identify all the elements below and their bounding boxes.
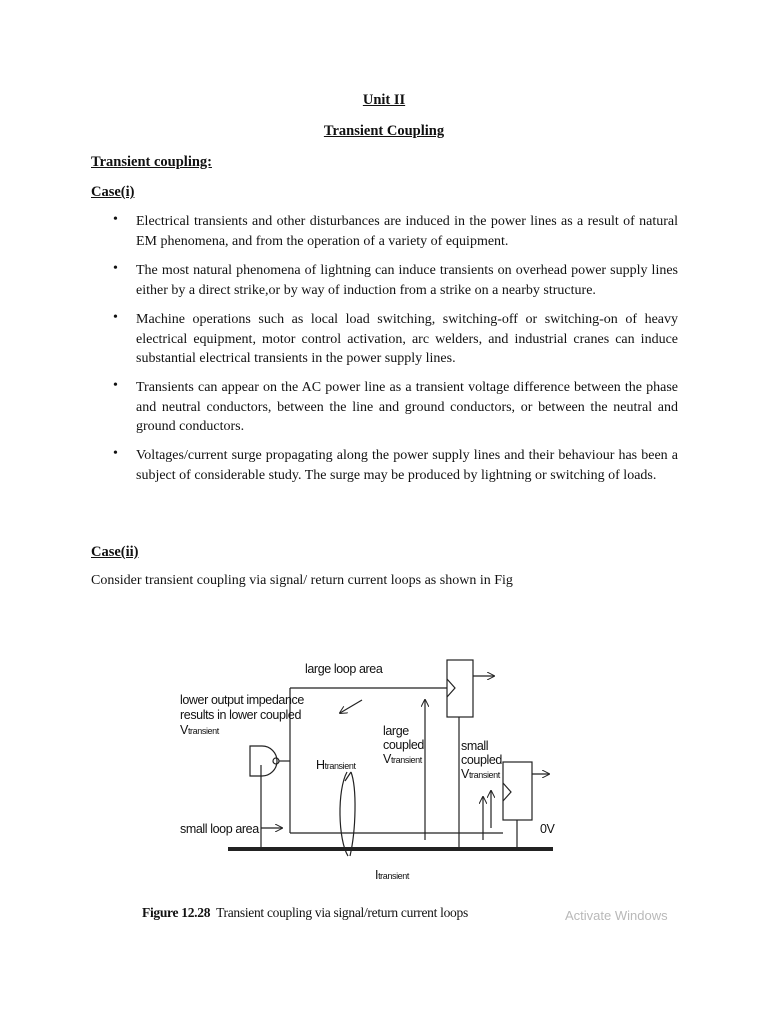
page-title: Transient Coupling xyxy=(323,123,445,139)
large-coupled-line2: coupled xyxy=(383,738,424,752)
case2-heading: Case(ii) xyxy=(91,544,139,560)
lower-output-line2: results in lower coupled xyxy=(180,708,302,722)
bullet-item: Electrical transients and other disturbances are induced in the power lines as a result of natural EM phenomena, and from the operation of a variety of equipment. xyxy=(136,214,678,249)
bullet-marker: • xyxy=(113,378,118,393)
receiver-2-box xyxy=(503,762,532,820)
lower-output-line1: lower output impedance xyxy=(180,693,304,707)
activate-windows-watermark: Activate Windows xyxy=(565,908,668,923)
bullet-item: Machine operations such as local load switching, switching-off or switching-on of heavy electrical equipment, motor control activation, arc welders, and industrial cranes can induce substantial electrical transients in the power supply lines. xyxy=(136,312,678,366)
h-main: H xyxy=(316,758,325,772)
figure-caption xyxy=(142,905,468,921)
small-coupled-line2: coupled xyxy=(461,753,502,767)
i-main: I xyxy=(375,868,379,882)
large-loop-area-label: large loop area xyxy=(305,662,383,676)
v-main: V xyxy=(180,723,188,737)
caption-text: Transient coupling via signal/return current loops xyxy=(216,905,468,920)
i-transient-label xyxy=(375,868,409,882)
h-transient-label xyxy=(316,758,356,772)
bullet-marker: • xyxy=(113,310,118,325)
bullet-marker: • xyxy=(113,212,118,227)
large-coupled-line1: large xyxy=(383,724,409,738)
case1-heading: Case(i) xyxy=(91,184,135,200)
transient-sub: transient xyxy=(390,755,422,765)
transient-sub: transient xyxy=(324,761,356,771)
bullet-item: Transients can appear on the AC power line as a transient voltage difference between the phase and neutral conductors, between the line and ground conductors, or between the neutral and ground conductors. xyxy=(136,380,678,434)
caption-number: Figure 12.28 xyxy=(142,905,211,920)
section-heading: Transient coupling: xyxy=(91,154,212,170)
field-loop xyxy=(340,772,348,856)
v-main: V xyxy=(461,767,469,781)
bullet-item: The most natural phenomena of lightning can induce transients on overhead power supply lines either by a direct strike,or by way of induction from a strike on a nearby structure. xyxy=(136,263,678,298)
bullet-marker: • xyxy=(113,261,118,276)
transient-sub: transient xyxy=(378,871,409,881)
receiver-1-box xyxy=(447,660,473,717)
bullet-item: Voltages/current surge propagating along the power supply lines and their behaviour has been a subject of considerable study. The surge may be produced by lightning or switching of loads. xyxy=(136,448,678,483)
small-coupled-label xyxy=(461,739,502,782)
case2-intro: Consider transient coupling via signal/ return current loops as shown in Fig xyxy=(91,573,513,588)
lower-output-label xyxy=(180,693,304,739)
transient-sub: transient xyxy=(187,726,219,736)
unit-heading: Unit II xyxy=(362,92,406,108)
v-main: V xyxy=(383,752,391,766)
zero-volt-label: 0V xyxy=(540,822,555,836)
transient-sub: transient xyxy=(468,770,500,780)
small-coupled-line1: small xyxy=(461,739,489,753)
v-transient-label xyxy=(461,767,502,782)
small-loop-area-label: small loop area xyxy=(180,822,259,836)
v-transient-label xyxy=(180,723,304,739)
bullet-marker: • xyxy=(113,446,118,461)
v-transient-label xyxy=(383,752,424,767)
large-coupled-label xyxy=(383,724,424,767)
